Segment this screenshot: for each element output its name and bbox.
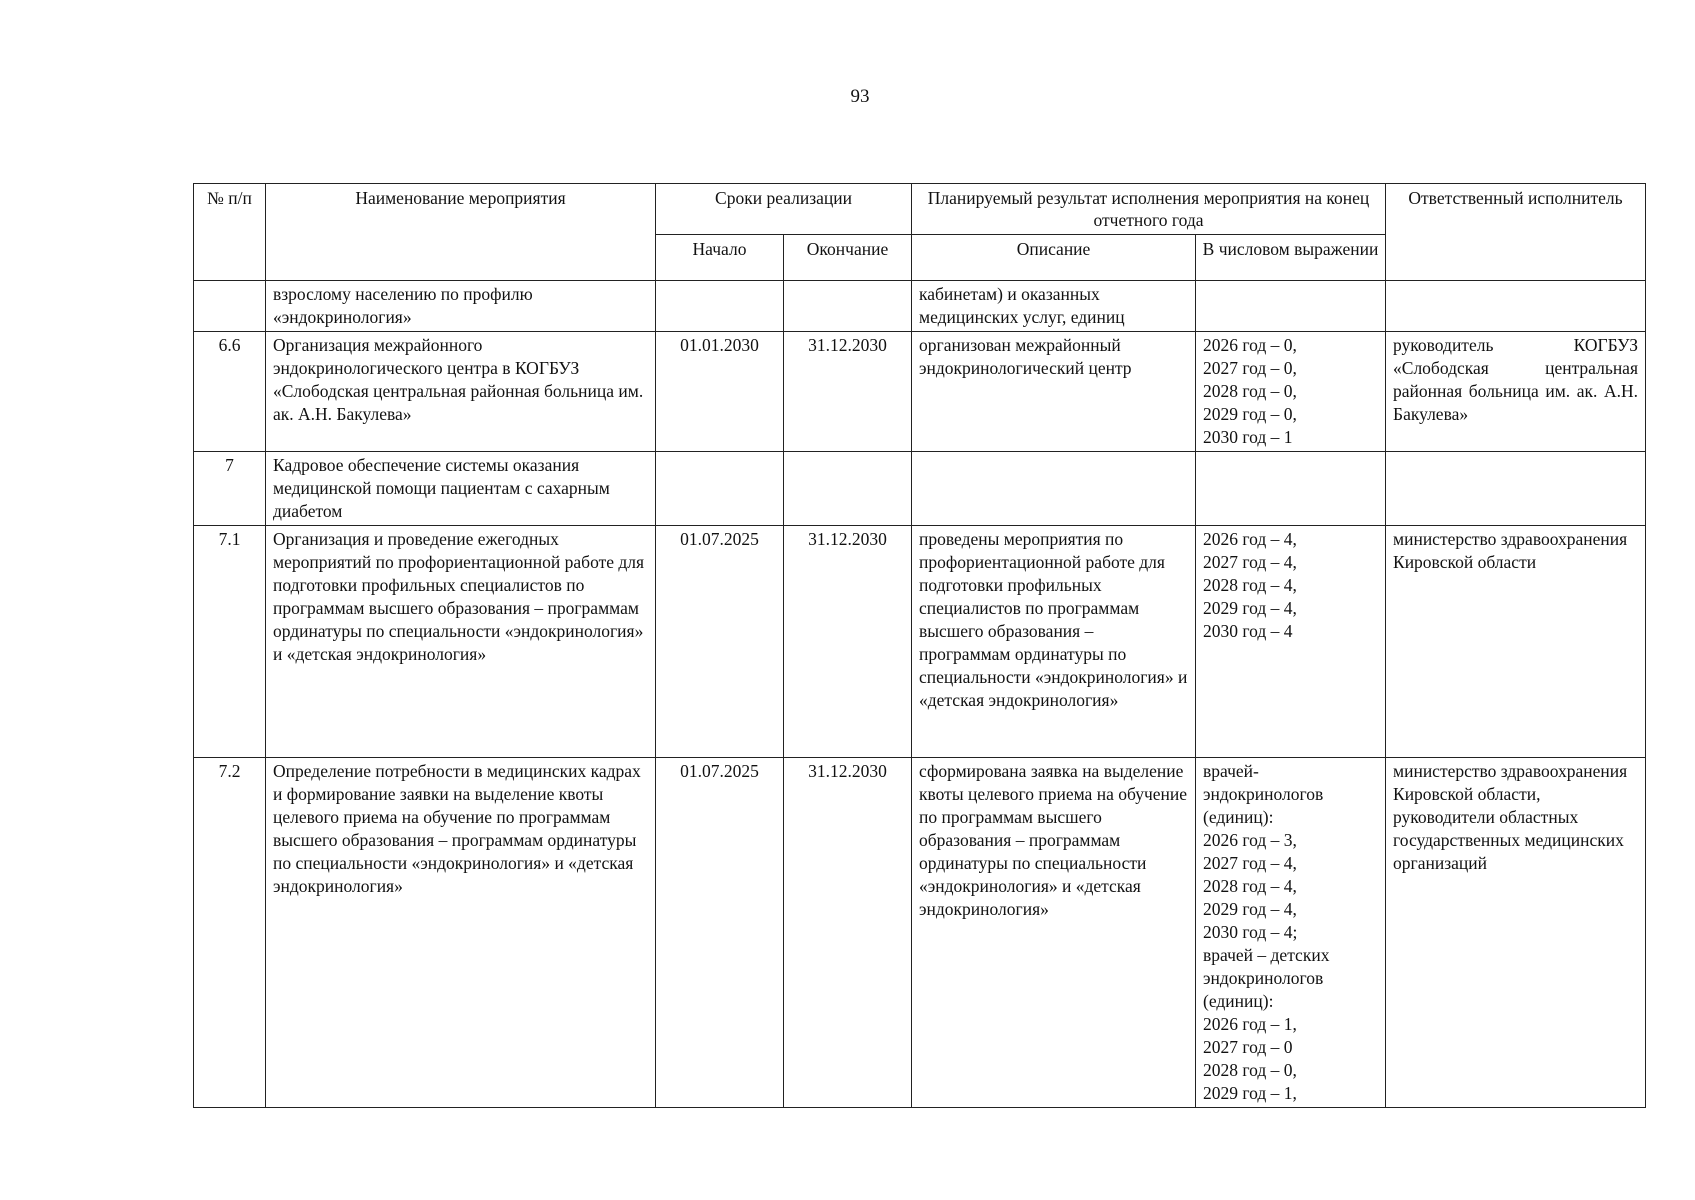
row-num: 7.1: [194, 526, 266, 758]
row-description: организован межрайонный эндокринологический центр: [912, 332, 1196, 452]
numeric-line: 2028 год – 0,: [1203, 1060, 1297, 1080]
row-start: 01.07.2025: [656, 526, 784, 758]
numeric-line: (единиц):: [1203, 807, 1274, 827]
row-responsible: [1386, 332, 1646, 452]
row-num: 7.2: [194, 758, 266, 1108]
row-end: [784, 281, 912, 332]
numeric-line: 2029 год – 1,: [1203, 1083, 1297, 1103]
numeric-line: 2029 год – 0,: [1203, 404, 1297, 424]
numeric-line: эндокринологов: [1203, 968, 1324, 988]
row-end: [784, 452, 912, 526]
numeric-line: 2028 год – 4,: [1203, 876, 1297, 896]
numeric-line: 2028 год – 4,: [1203, 575, 1297, 595]
row-end: 31.12.2030: [784, 758, 912, 1108]
row-start: 01.01.2030: [656, 332, 784, 452]
row-description: сформирована заявка на выделение квоты целевого приема на обучение по программам высшего образования – программам ординатуры по специальности «эндокринология» и «детская эндокринология»: [912, 758, 1196, 1108]
row-numeric: [1196, 526, 1386, 758]
row-name: Определение потребности в медицинских кадрах и формирование заявки на выделение квоты целевого приема на обучение по программам высшего образования – программам ординатуры по специальности «эндокринология» и «детская эндокринология»: [266, 758, 656, 1108]
activities-table: [193, 183, 1646, 1108]
numeric-line: 2029 год – 4,: [1203, 899, 1297, 919]
header-dates: Сроки реализации: [656, 184, 912, 235]
row-name: Организация и проведение ежегодных мероприятий по профориентационной работе для подготовки профильных специалистов по программам высшего образования – программам ординатуры по специальности «эндокринология» и «детская эндокринология»: [266, 526, 656, 758]
responsible-org: «Слободская центральная районная больница им. ак. А.Н. Бакулева»: [1393, 358, 1639, 424]
responsible-org-prefix: КОГБУЗ: [1573, 335, 1639, 355]
numeric-line: 2030 год – 4: [1203, 621, 1293, 641]
row-numeric: [1196, 452, 1386, 526]
numeric-line: (единиц):: [1203, 991, 1274, 1011]
header-responsible: Ответственный исполнитель: [1386, 184, 1646, 281]
row-responsible: министерство здравоохранения Кировской области, руководители областных государственных медицинских организаций: [1386, 758, 1646, 1108]
numeric-line: 2027 год – 0,: [1203, 358, 1297, 378]
table-row: [194, 281, 1646, 332]
row-num: 7: [194, 452, 266, 526]
numeric-line: врачей-: [1203, 761, 1259, 781]
row-numeric: [1196, 758, 1386, 1108]
page-number: 93: [850, 86, 870, 107]
header-numeric: В числовом выражении: [1196, 235, 1386, 281]
numeric-line: 2029 год – 4,: [1203, 598, 1297, 618]
numeric-line: 2030 год – 4;: [1203, 922, 1298, 942]
header-end: Окончание: [784, 235, 912, 281]
row-name: Организация межрайонного эндокринологического центра в КОГБУЗ «Слободская центральная районная больница им. ак. А.Н. Бакулева»: [266, 332, 656, 452]
numeric-line: 2027 год – 4,: [1203, 552, 1297, 572]
table-row: [194, 758, 1646, 1108]
numeric-line: 2026 год – 4,: [1203, 529, 1297, 549]
numeric-line: эндокринологов: [1203, 784, 1324, 804]
header-num: № п/п: [194, 184, 266, 281]
row-start: [656, 281, 784, 332]
numeric-line: врачей – детских: [1203, 945, 1330, 965]
numeric-line: 2028 год – 0,: [1203, 381, 1297, 401]
numeric-line: 2027 год – 4,: [1203, 853, 1297, 873]
numeric-line: 2026 год – 0,: [1203, 335, 1297, 355]
row-description: проведены мероприятия по профориентационной работе для подготовки профильных специалистов по программам высшего образования – программам ординатуры по специальности «эндокринология» и «детская эндокринология»: [912, 526, 1196, 758]
row-numeric: [1196, 281, 1386, 332]
header-result: Планируемый результат исполнения мероприятия на конец отчетного года: [912, 184, 1386, 235]
responsible-role: руководитель: [1393, 335, 1494, 355]
row-start: [656, 452, 784, 526]
table-row: [194, 332, 1646, 452]
row-numeric: [1196, 332, 1386, 452]
row-name: Кадровое обеспечение системы оказания медицинской помощи пациентам с сахарным диабетом: [266, 452, 656, 526]
row-end: 31.12.2030: [784, 332, 912, 452]
row-responsible: министерство здравоохранения Кировской области: [1386, 526, 1646, 758]
row-end: 31.12.2030: [784, 526, 912, 758]
numeric-line: 2030 год – 1: [1203, 427, 1293, 447]
header-name: Наименование мероприятия: [266, 184, 656, 281]
table-row: [194, 452, 1646, 526]
header-description: Описание: [912, 235, 1196, 281]
numeric-line: 2026 год – 1,: [1203, 1014, 1297, 1034]
header-start: Начало: [656, 235, 784, 281]
row-responsible: [1386, 281, 1646, 332]
row-description: [912, 452, 1196, 526]
row-description: кабинетам) и оказанных медицинских услуг, единиц: [912, 281, 1196, 332]
row-start: 01.07.2025: [656, 758, 784, 1108]
numeric-line: 2026 год – 3,: [1203, 830, 1297, 850]
row-num: 6.6: [194, 332, 266, 452]
row-responsible: [1386, 452, 1646, 526]
table-row: [194, 526, 1646, 758]
row-num: [194, 281, 266, 332]
row-name: взрослому населению по профилю «эндокринология»: [266, 281, 656, 332]
numeric-line: 2027 год – 0: [1203, 1037, 1293, 1057]
